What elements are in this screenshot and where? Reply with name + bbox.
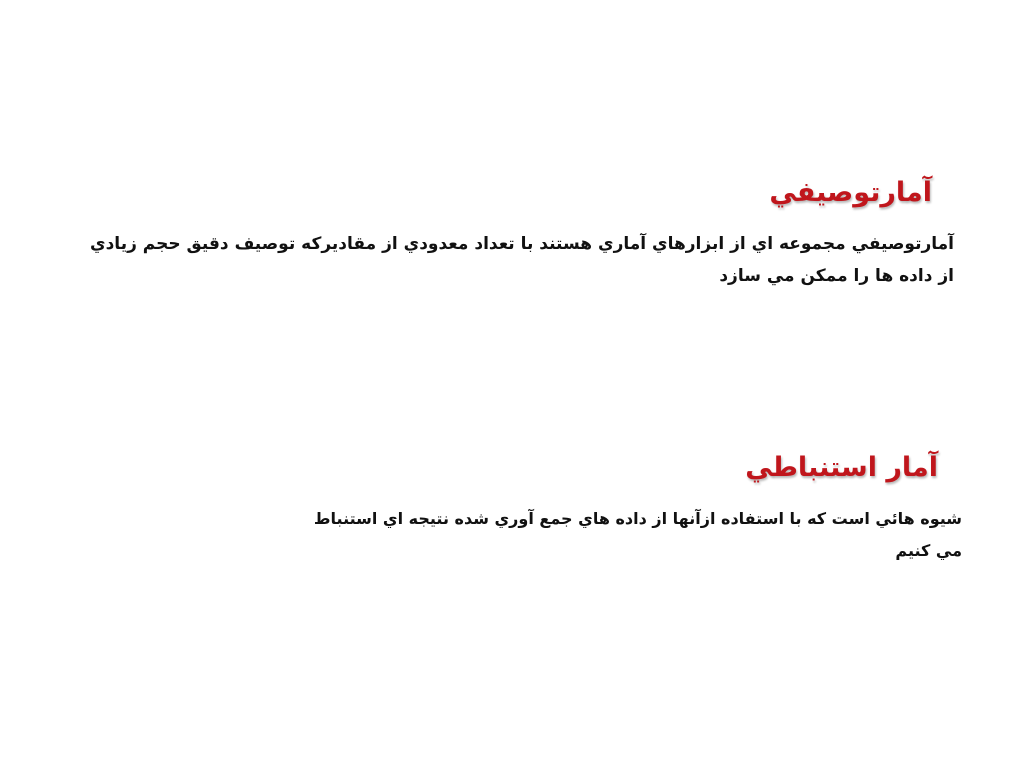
inferential-statistics-heading: آمار استنباطي	[745, 452, 938, 483]
descriptive-statistics-definition: آمارتوصيفي مجموعه اي از ابزارهاي آماري هستند با تعداد معدودي از مقاديركه توصيف دقيق حجم زيادي از داده ها را ممكن مي سازد	[90, 234, 954, 286]
inferential-statistics-definition: شيوه هائي است كه با استفاده ازآنها از داده هاي جمع آوري شده نتيجه اي استنباط مي كنيم	[313, 509, 962, 560]
descriptive-statistics-heading: آمارتوصيفي	[769, 177, 932, 208]
